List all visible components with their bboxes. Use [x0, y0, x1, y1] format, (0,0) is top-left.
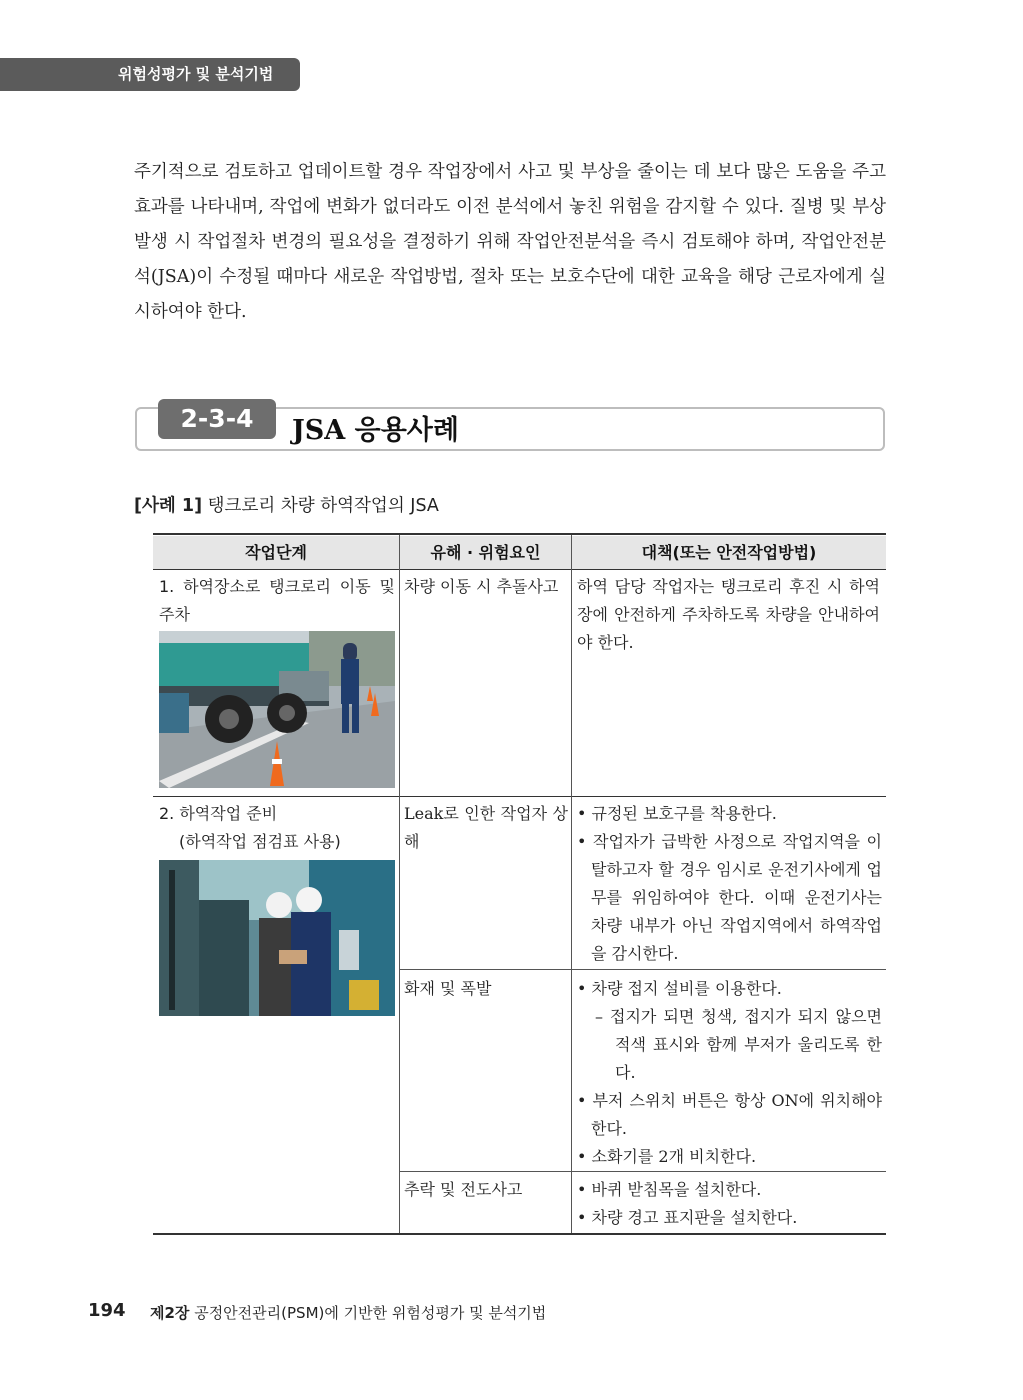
header-step: 작업단계 [153, 536, 399, 569]
table-subrow-rule [400, 1171, 886, 1172]
measure-item: • 바퀴 받침목을 설치한다. [577, 1180, 762, 1199]
section-number: 2-3-4 [158, 399, 276, 439]
measure-item: • 부저 스위치 버튼은 항상 ON에 위치해야 한다. [577, 1091, 882, 1138]
page-number: 194 [88, 1300, 126, 1321]
footer-title: 공정안전관리(PSM)에 기반한 위험성평가 및 분석기법 [194, 1304, 547, 1322]
measure-item: • 소화기를 2개 비치한다. [577, 1147, 757, 1166]
jsa-table [153, 533, 886, 1235]
measure-2-2 [577, 975, 882, 1171]
photo-tanker-parking [159, 631, 395, 788]
footer-chapter: 제2장 [150, 1304, 190, 1322]
table-top-rule [153, 533, 886, 535]
step-1: 1. 하역장소로 탱크로리 이동 및 주차 [159, 577, 395, 624]
running-footer [150, 1302, 546, 1323]
case-name: 탱크로리 차량 하역작업의 JSA [207, 496, 439, 516]
measure-2-3 [577, 1176, 882, 1232]
measure-item: • 작업자가 급박한 사정으로 작업지역을 이탈하고자 할 경우 임시로 운전기사에게 업무를 위임하여야 한다. 이때 운전기사는 차량 내부가 아닌 작업지역에서 하역작업을 감시한다. [577, 832, 882, 963]
intro-paragraph: 주기적으로 검토하고 업데이트할 경우 작업장에서 사고 및 부상을 줄이는 데 보다 많은 도움을 주고 효과를 나타내며, 작업에 변화가 없더라도 이전 분석에서 놓친 위험을 감지할 수 있다. 질병 및 부상 발생 시 작업절차 변경의 필요성을 결정하기 위해 작업안전분석을 즉시 검토해야 하며, 작업안전분석(JSA)이 수정될 때마다 새로운 작업방법, 절차 또는 보호수단에 대한 교육을 해당 근로자에게 실시하여야 한다. [134, 162, 886, 322]
unloading-prep-image [159, 860, 395, 1016]
hazard-1-1: 차량 이동 시 추돌사고 [404, 577, 559, 596]
measure-item: • 규정된 보호구를 착용한다. [577, 804, 777, 823]
table-row-rule [153, 796, 886, 797]
running-header: 위험성평가 및 분석기법 [0, 58, 300, 91]
section-title: JSA 응용사례 [292, 415, 459, 446]
table-subrow-rule [400, 969, 886, 970]
header-measure: 대책(또는 안전작업방법) [572, 536, 886, 569]
table-header-rule [153, 569, 886, 570]
case-label: [사례 1] [134, 496, 203, 516]
table-col-divider [571, 535, 572, 1233]
measure-subitem: – 접지가 되면 청색, 접지가 되지 않으면 적색 표시와 함께 부저가 울리도록 한다. [595, 1007, 882, 1082]
case-title [134, 492, 439, 517]
step-2 [159, 800, 395, 856]
header-hazard: 유해 · 위험요인 [400, 536, 571, 569]
measure-item: • 차량 접지 설비를 이용한다. [577, 979, 782, 998]
hazard-2-3: 추락 및 전도사고 [404, 1180, 523, 1199]
hazard-2-2: 화재 및 폭발 [404, 979, 492, 998]
table-bottom-rule [153, 1233, 886, 1235]
step-2-line2: (하역작업 점검표 사용) [179, 832, 341, 851]
step-2-line1: 2. 하역작업 준비 [159, 804, 278, 823]
measure-item: • 차량 경고 표지판을 설치한다. [577, 1208, 798, 1227]
measure-2-1 [577, 800, 882, 968]
photo-unloading-prep [159, 860, 395, 1016]
tanker-parking-image [159, 631, 395, 788]
measure-1-1: 하역 담당 작업자는 탱크로리 후진 시 하역장에 안전하게 주차하도록 차량을 안내하여야 한다. [577, 577, 880, 652]
hazard-2-1: Leak로 인한 작업자 상해 [404, 804, 568, 851]
table-col-divider [399, 535, 400, 1233]
